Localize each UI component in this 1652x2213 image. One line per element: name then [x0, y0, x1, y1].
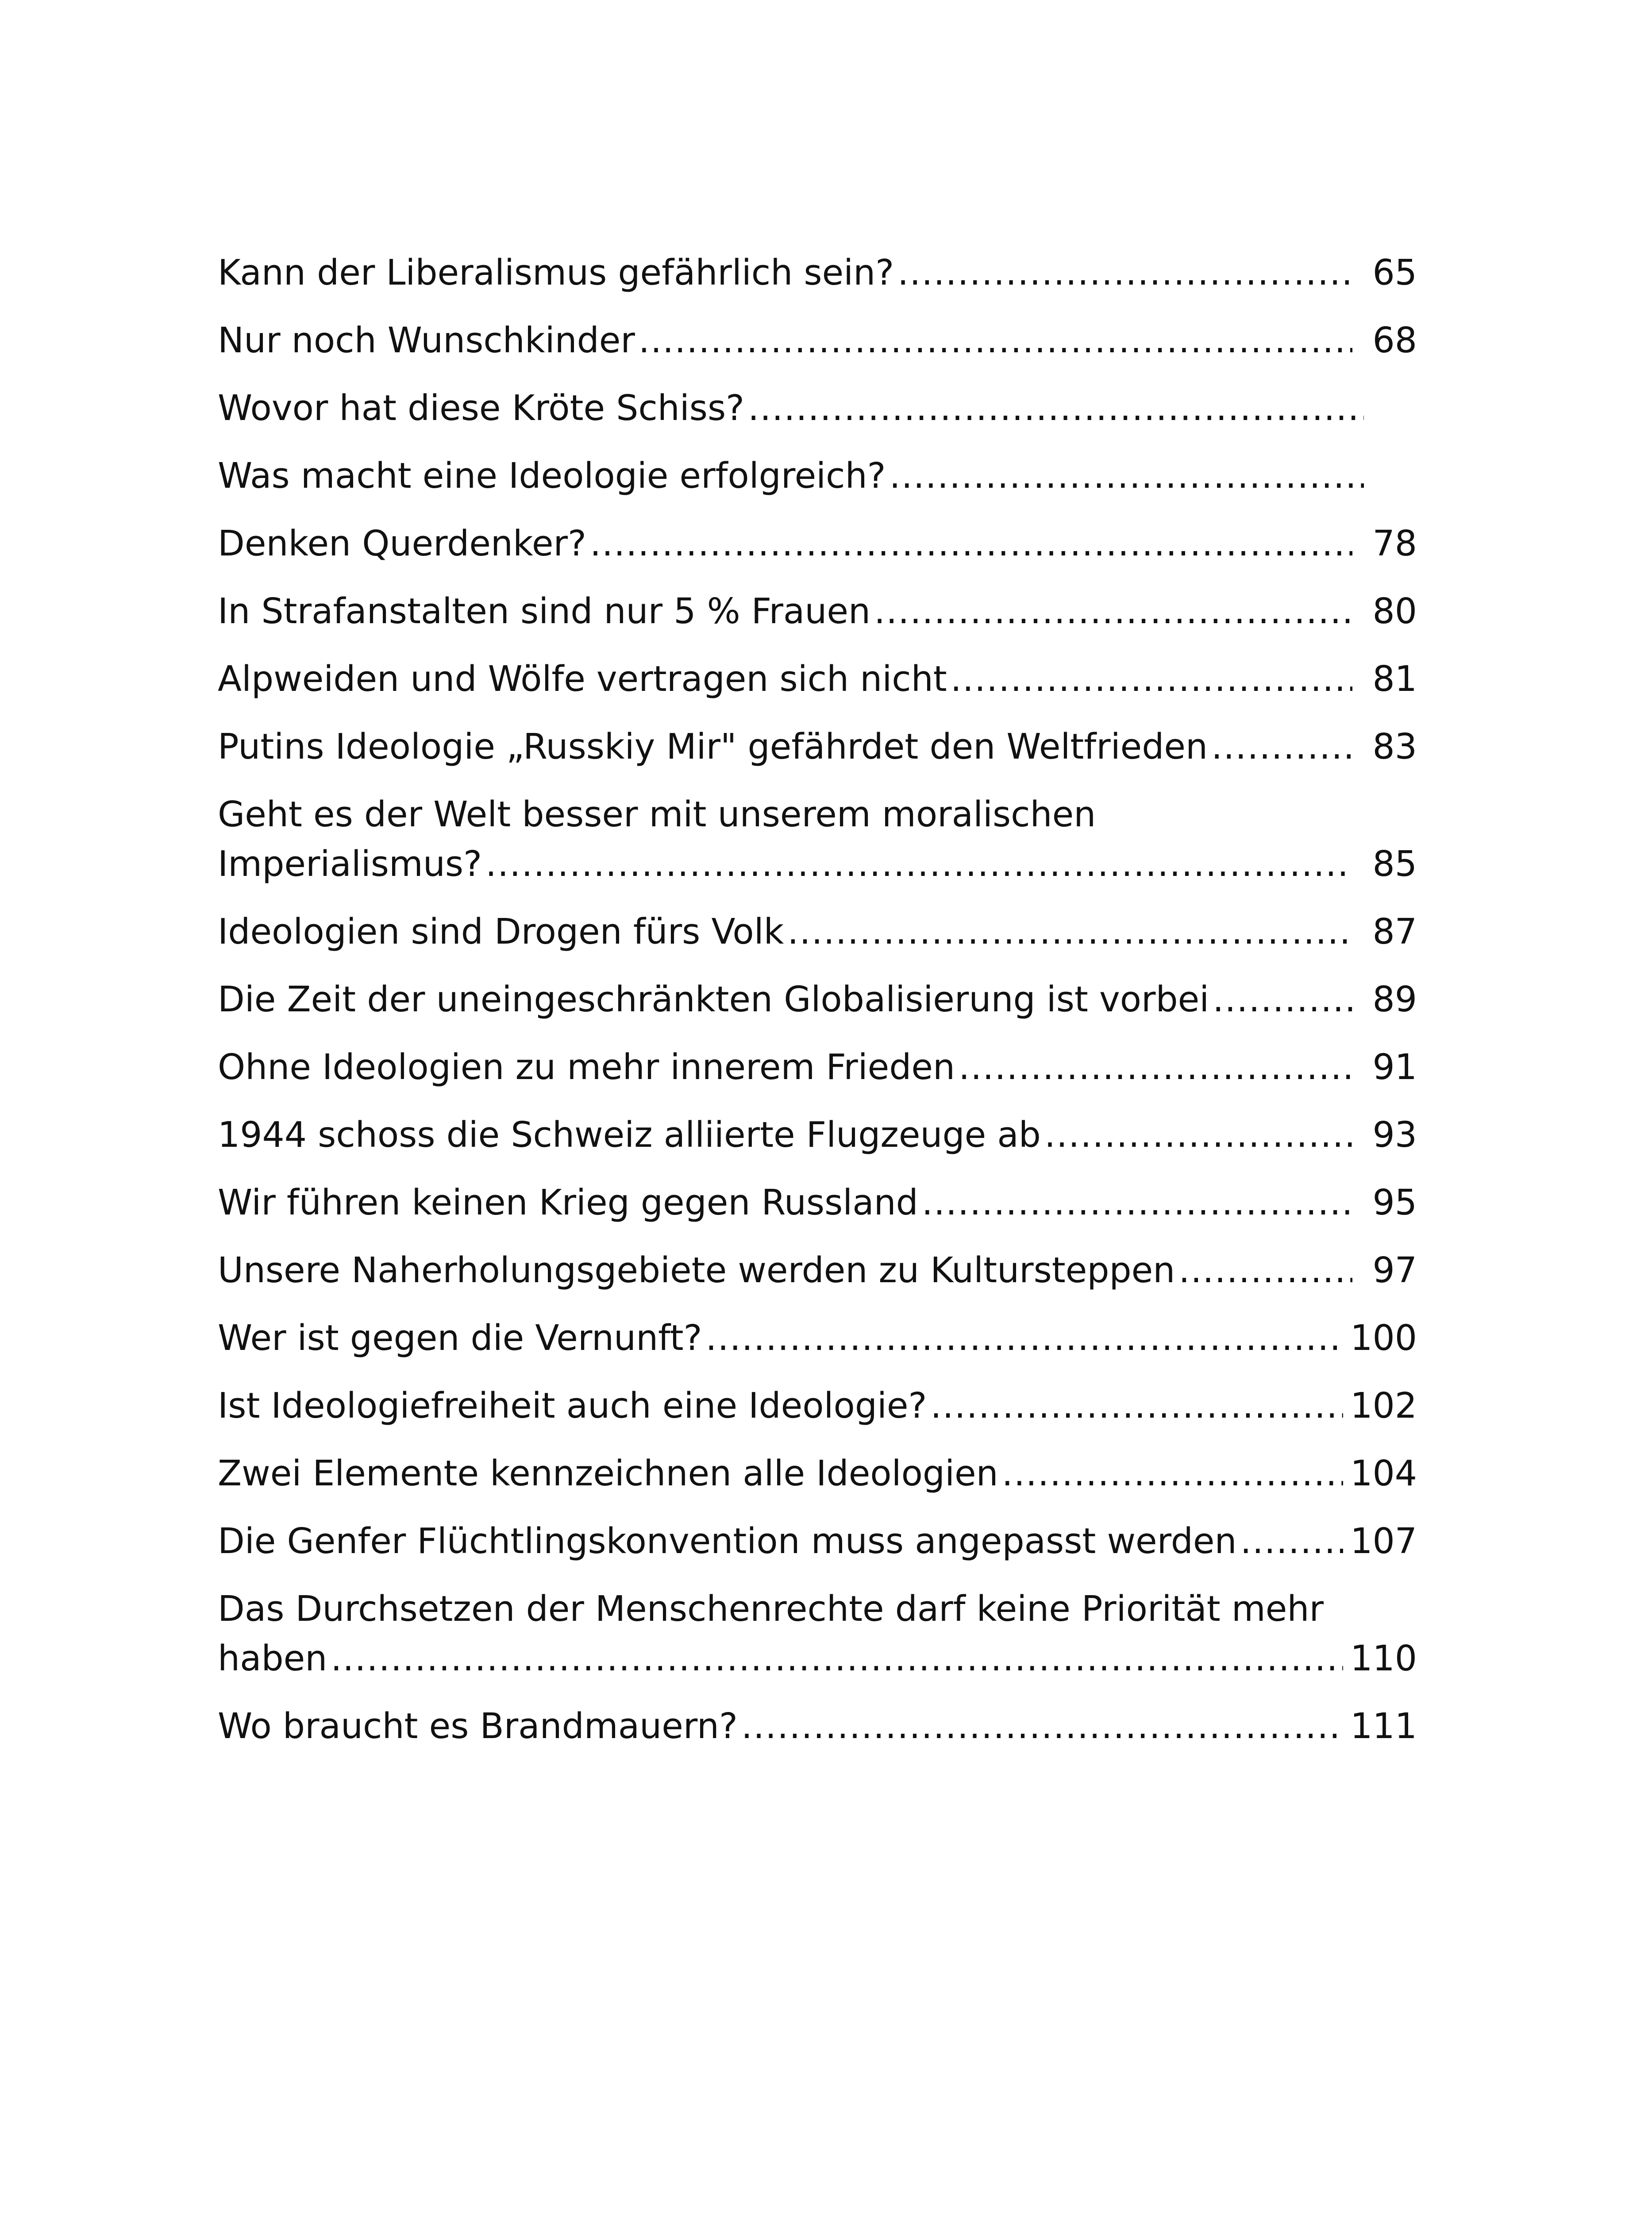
toc-entry-page: 91 — [1372, 1047, 1417, 1087]
toc-entry — [218, 654, 1417, 704]
dot-leader — [1178, 1245, 1352, 1295]
toc-entry-title: Wovor hat diese Kröte Schiss? — [218, 388, 745, 428]
toc-entry-title: Wer ist gegen die Vernunft? — [218, 1318, 702, 1358]
toc-entry-page: 107 — [1350, 1521, 1417, 1561]
toc-entry-page: 78 — [1372, 523, 1417, 564]
dot-leader — [741, 1701, 1343, 1751]
dot-leader — [1211, 722, 1352, 771]
toc-entry-page: 102 — [1350, 1385, 1417, 1426]
toc-entry — [218, 907, 1417, 956]
toc-entry-title: Wir führen keinen Krieg gegen Russland — [218, 1182, 918, 1223]
toc-entry — [218, 1178, 1417, 1227]
toc-entry-title: 1944 schoss die Schweiz alliierte Flugzeuge ab — [218, 1114, 1041, 1155]
toc-entry-title: Wo braucht es Brandmauern? — [218, 1706, 738, 1746]
toc-entry-title: Die Genfer Flüchtlingskonvention muss angepasst werden — [218, 1521, 1237, 1561]
toc-entry-page: 111 — [1350, 1706, 1417, 1746]
toc-entry-title: Kann der Liberalismus gefährlich sein? — [218, 252, 894, 293]
toc-entry-page: 80 — [1372, 591, 1417, 632]
dot-leader — [706, 1313, 1344, 1363]
dot-leader — [922, 1178, 1352, 1227]
toc-entry — [218, 1449, 1417, 1498]
toc-entry-title: Zwei Elemente kennzeichnen alle Ideologien — [218, 1453, 998, 1494]
toc-entry-title: Ist Ideologiefreiheit auch eine Ideologie? — [218, 1385, 927, 1426]
toc-entry-title: Denken Querdenker? — [218, 523, 586, 564]
dot-leader — [930, 1381, 1343, 1430]
toc-entry — [218, 1313, 1417, 1363]
toc-entry — [218, 722, 1417, 771]
toc-entry-page: 89 — [1372, 979, 1417, 1020]
toc-entry — [218, 1584, 1417, 1683]
dot-leader — [1002, 1449, 1344, 1498]
toc-entry-page: 87 — [1372, 911, 1417, 952]
toc-entry-page: 68 — [1372, 320, 1417, 361]
toc-entry — [218, 316, 1417, 365]
dot-leader — [485, 839, 1352, 889]
table-of-contents — [218, 248, 1417, 1769]
toc-entry-title: Alpweiden und Wölfe vertragen sich nicht — [218, 659, 947, 699]
toc-entry-title: Unsere Naherholungsgebiete werden zu Kultursteppen — [218, 1250, 1175, 1291]
toc-entry — [218, 519, 1417, 568]
dot-leader — [639, 316, 1352, 365]
toc-entry — [218, 975, 1417, 1024]
toc-entry-page: 100 — [1350, 1318, 1417, 1358]
toc-entry-page: 83 — [1372, 726, 1417, 767]
toc-entry — [218, 1516, 1417, 1566]
toc-entry-title-line1: Das Durchsetzen der Menschenrechte darf keine Priorität mehr — [218, 1588, 1324, 1629]
toc-entry — [218, 1245, 1417, 1295]
toc-entry-page: 110 — [1350, 1638, 1417, 1679]
toc-entry-title: Was macht eine Ideologie erfolgreich? — [218, 455, 886, 496]
toc-entry — [218, 1381, 1417, 1430]
dot-leader — [590, 519, 1352, 568]
toc-entry-title-line2: Imperialismus? — [218, 844, 482, 884]
toc-entry-title: Putins Ideologie „Russkiy Mir" gefährdet den Weltfrieden — [218, 726, 1208, 767]
toc-entry — [218, 586, 1417, 636]
toc-entry — [218, 451, 1417, 501]
dot-leader — [874, 586, 1352, 636]
toc-entry — [218, 1042, 1417, 1092]
dot-leader — [787, 907, 1352, 956]
toc-entry-title: Die Zeit der uneingeschränkten Globalisierung ist vorbei — [218, 979, 1209, 1020]
dot-leader — [890, 451, 1364, 501]
toc-entry-title-line2: haben — [218, 1638, 327, 1679]
dot-leader — [1213, 975, 1352, 1024]
toc-entry-title: Ohne Ideologien zu mehr innerem Frieden — [218, 1047, 955, 1087]
dot-leader — [959, 1042, 1352, 1092]
toc-entry-page: 95 — [1372, 1182, 1417, 1223]
dot-leader — [1240, 1516, 1344, 1566]
toc-entry-title: In Strafanstalten sind nur 5 % Frauen — [218, 591, 871, 632]
toc-entry — [218, 1110, 1417, 1160]
toc-entry-title: Nur noch Wunschkinder — [218, 320, 635, 361]
toc-entry-title-line1: Geht es der Welt besser mit unserem moralischen — [218, 794, 1096, 835]
toc-entry-page: 97 — [1372, 1250, 1417, 1291]
dot-leader — [1044, 1110, 1352, 1160]
toc-entry — [218, 790, 1417, 889]
dot-leader — [748, 383, 1364, 433]
toc-entry-page: 81 — [1372, 659, 1417, 699]
toc-entry-page: 104 — [1350, 1453, 1417, 1494]
toc-entry — [218, 248, 1417, 297]
toc-entry-page: 65 — [1372, 252, 1417, 293]
toc-entry-page: 85 — [1372, 844, 1417, 884]
dot-leader — [951, 654, 1352, 704]
dot-leader — [331, 1634, 1343, 1683]
toc-entry-title: Ideologien sind Drogen fürs Volk — [218, 911, 784, 952]
toc-entry-page: 93 — [1372, 1114, 1417, 1155]
dot-leader — [897, 248, 1352, 297]
toc-entry — [218, 1701, 1417, 1751]
toc-entry — [218, 383, 1417, 433]
